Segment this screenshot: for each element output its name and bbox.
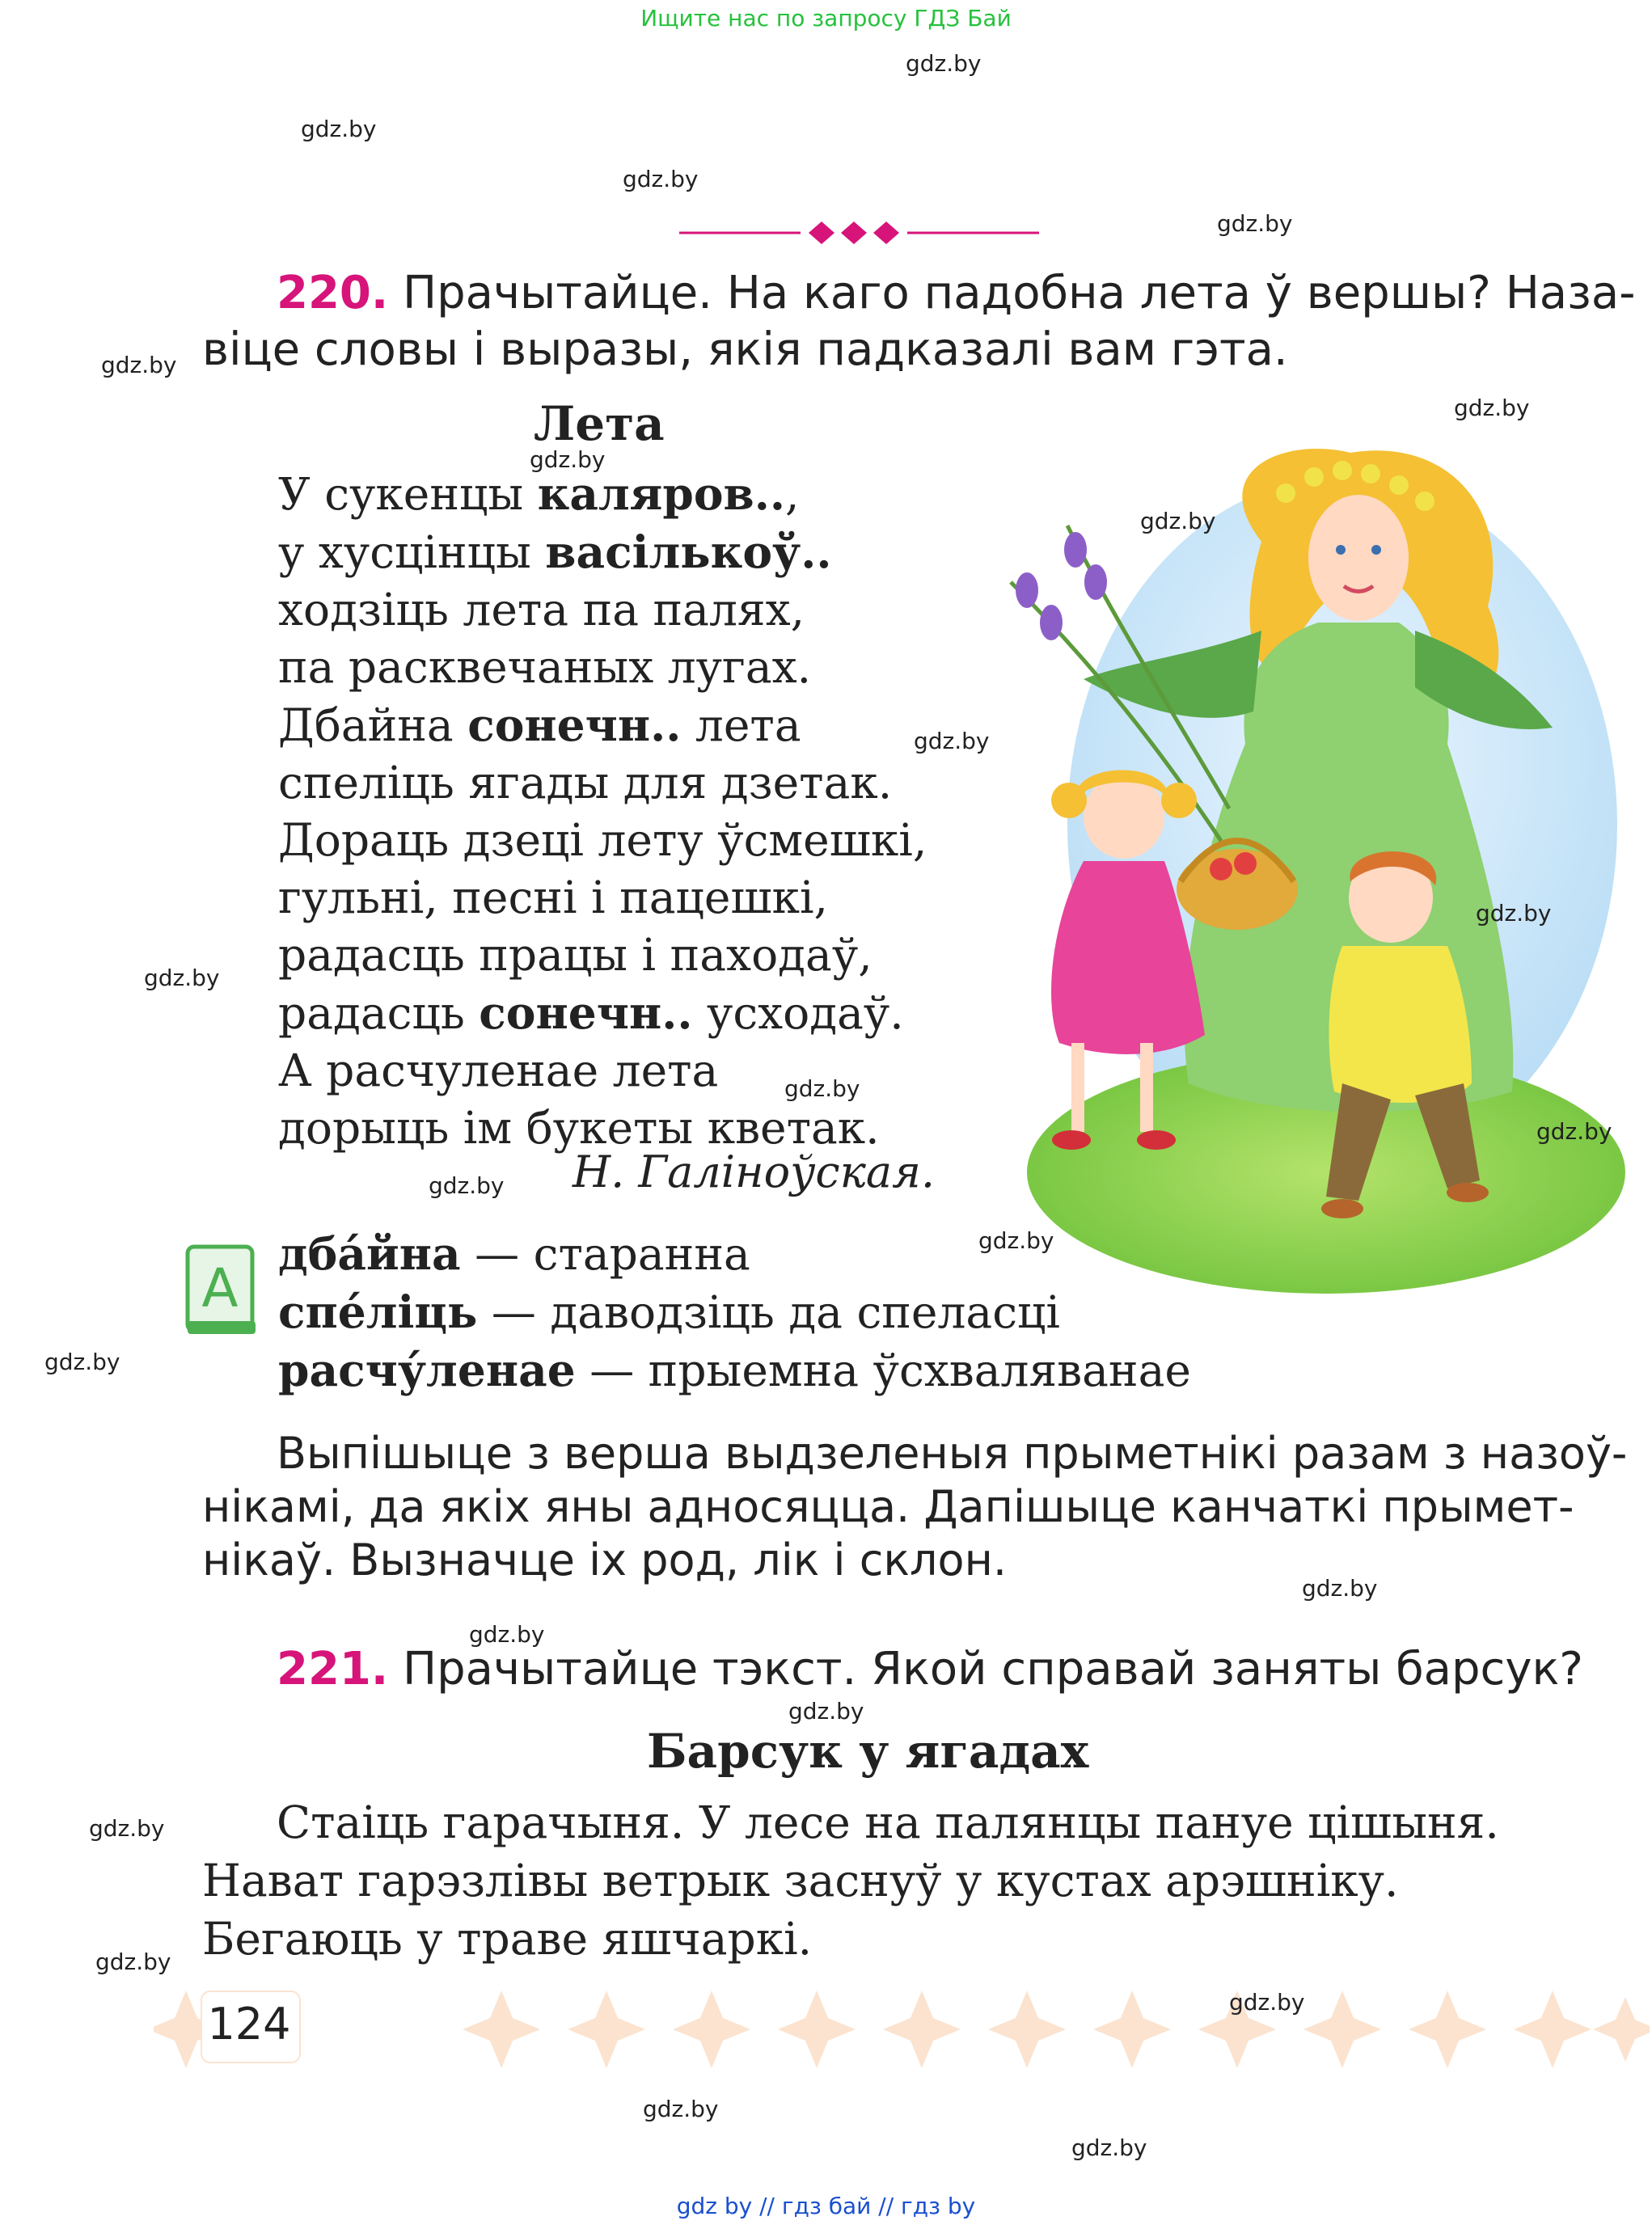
task-220 bbox=[202, 265, 1636, 378]
poem-line: Дбайна сонечн.. лета bbox=[278, 699, 801, 751]
task-text: Прачытайце. На каго падобна лета ў вершы? Наза- bbox=[388, 267, 1636, 319]
watermark: gdz.by bbox=[301, 116, 377, 142]
task-221 bbox=[277, 1641, 1583, 1698]
poem-line: У сукенцы каляров.., bbox=[278, 467, 800, 520]
poem-line: Дораць дзеці лету ўсмешкі, bbox=[278, 814, 927, 866]
watermark: gdz.by bbox=[1454, 395, 1530, 421]
watermark: gdz.by bbox=[914, 728, 990, 754]
watermark: gdz.by bbox=[906, 50, 982, 77]
dictionary-entries bbox=[278, 1225, 1191, 1400]
task-number: 221. bbox=[277, 1643, 389, 1695]
task-text: Прачытайце тэкст. Якой справай заняты барсук? bbox=[388, 1643, 1584, 1695]
exercise-text: Выпішыце з верша выдзеленыя прыметнікі разам з назоў- нікамі, да якіх яны адносяцца. Дапішыце канчаткі прымет- нікаў. Вызначце іх род, лік і склон. bbox=[202, 1428, 1628, 1585]
dictionary-entry: дба́йна — старанна bbox=[278, 1227, 750, 1280]
watermark: gdz.by bbox=[1229, 1989, 1305, 2016]
watermark: gdz.by bbox=[95, 1948, 171, 1975]
bottom-links[interactable]: gdz by // гдз бай // гдз by bbox=[676, 2193, 976, 2219]
poem-line: спеліць ягады для дзетак. bbox=[278, 757, 893, 809]
dictionary-entry: спе́ліць — даводзіць да спеласці bbox=[278, 1286, 1060, 1338]
section-divider bbox=[679, 217, 1043, 249]
poem-line: дорыць ім букеты кветак. bbox=[278, 1102, 880, 1154]
dictionary-entry: расчу́ленае — прыемна ўсхваляванае bbox=[278, 1344, 1191, 1396]
watermark: gdz.by bbox=[1140, 508, 1216, 534]
highlighted-adjective: васількоў.. bbox=[545, 526, 832, 578]
watermark: gdz.by bbox=[1302, 1575, 1378, 1602]
poem-line: А расчуленае лета bbox=[278, 1045, 719, 1096]
watermark: gdz.by bbox=[530, 446, 606, 473]
watermark: gdz.by bbox=[429, 1172, 505, 1199]
top-banner[interactable]: Ищите нас по запросу ГДЗ Бай bbox=[640, 5, 1012, 32]
watermark: gdz.by bbox=[469, 1621, 545, 1648]
highlighted-adjective: сонечн.. bbox=[479, 986, 693, 1039]
summer-illustration bbox=[995, 420, 1625, 1294]
story-title: Барсук у ягадах bbox=[647, 1724, 1089, 1779]
task-number: 220. bbox=[277, 267, 389, 319]
poem-author: Н. Галіноўская. bbox=[572, 1146, 936, 1197]
watermark: gdz.by bbox=[978, 1227, 1054, 1254]
poem bbox=[278, 465, 927, 1157]
highlighted-adjective: сонечн.. bbox=[467, 699, 682, 751]
poem-line: радасць працы і паходаў, bbox=[278, 929, 872, 981]
page-number: 124 bbox=[207, 1999, 291, 2050]
watermark: gdz.by bbox=[1071, 2134, 1147, 2161]
watermark: gdz.by bbox=[788, 1698, 864, 1725]
svg-text:A: A bbox=[201, 1257, 239, 1319]
watermark: gdz.by bbox=[144, 965, 220, 991]
watermark: gdz.by bbox=[1536, 1118, 1612, 1145]
poem-title: Лета bbox=[534, 396, 665, 451]
story-text: Стаіць гарачыня. У лесе на палянцы пануе цішыня. Нават гарэзлівы ветрык заснуў у кустах арэшніку. Бегаюць у траве яшчаркі. bbox=[202, 1796, 1499, 1965]
watermark: gdz.by bbox=[89, 1815, 165, 1842]
watermark: gdz.by bbox=[44, 1349, 120, 1375]
watermark: gdz.by bbox=[101, 352, 177, 378]
watermark: gdz.by bbox=[1476, 900, 1552, 927]
watermark: gdz.by bbox=[1217, 210, 1293, 237]
highlighted-adjective: каляров.. bbox=[537, 467, 786, 520]
poem-line: гульні, песні і пацешкі, bbox=[278, 872, 829, 923]
watermark: gdz.by bbox=[643, 2096, 719, 2122]
watermark: gdz.by bbox=[784, 1075, 860, 1102]
poem-line: у хусцінцы васількоў.. bbox=[278, 526, 832, 578]
ornament-band bbox=[154, 1985, 1650, 2074]
poem-line: ходзіць лета па палях, bbox=[278, 584, 805, 635]
task-text: віце словы і выразы, якія падказалі вам гэта. bbox=[202, 323, 1288, 376]
dictionary-book-icon bbox=[184, 1243, 259, 1339]
poem-line: радасць сонечн.. усходаў. bbox=[278, 986, 904, 1039]
poem-line: па расквечаных лугах. bbox=[278, 641, 812, 693]
watermark: gdz.by bbox=[623, 166, 699, 192]
